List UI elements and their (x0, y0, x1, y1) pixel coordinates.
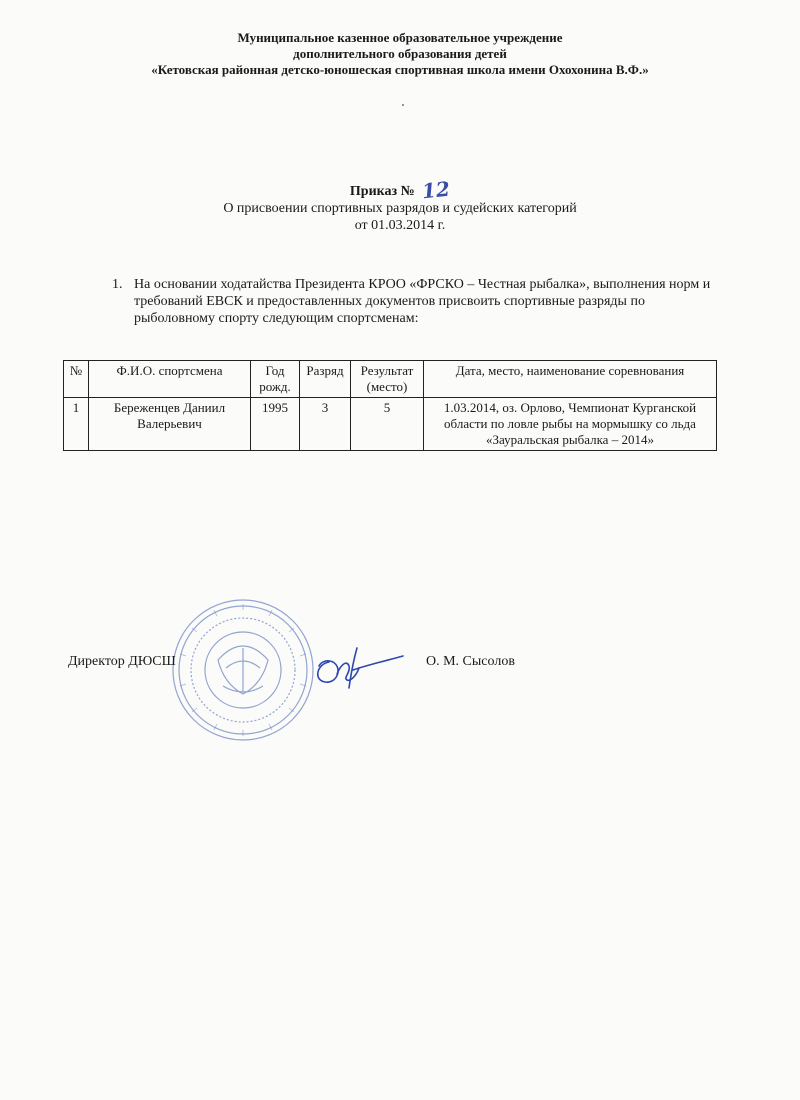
header-line-2: дополнительного образования детей (293, 46, 507, 61)
cell-birth-year: 1995 (251, 398, 300, 451)
cell-rank: 3 (300, 398, 351, 451)
signatory-name: О. М. Сысолов (426, 654, 515, 669)
signature-block (68, 654, 668, 684)
col-athlete-name: Ф.И.О. спортсмена (89, 361, 251, 398)
scan-speck (402, 104, 404, 106)
clause-1 (112, 276, 712, 327)
order-date: от 01.03.2014 г. (354, 218, 446, 233)
col-competition: Дата, место, наименование соревнования (424, 361, 717, 398)
header-line-3: «Кетовская районная детско-юношеская спортивная школа имени Охохонина В.Ф.» (151, 62, 649, 77)
cell-result: 5 (351, 398, 424, 451)
order-number-line (0, 176, 800, 204)
col-number: № (64, 361, 89, 398)
order-number-handwritten: 12 (420, 176, 452, 204)
clause-marker: 1. (112, 277, 123, 292)
signatory-position: Директор ДЮСШ (68, 654, 176, 669)
col-rank: Разряд (300, 361, 351, 398)
col-birth-year: Год рожд. (251, 361, 300, 398)
cell-competition: 1.03.2014, оз. Орлово, Чемпионат Курганской области по ловле рыбы на мормышку со льда «Зауральская рыбалка – 2014» (424, 398, 717, 451)
cell-athlete-name: Береженцев Даниил Валерьевич (89, 398, 251, 451)
order-subject: О присвоении спортивных разрядов и судейских категорий (223, 201, 577, 216)
header-line-1: Муниципальное казенное образовательное учреждение (237, 30, 563, 45)
cell-number: 1 (64, 398, 89, 451)
order-label: Приказ № (349, 184, 415, 199)
order-title (0, 176, 800, 234)
athletes-table (63, 360, 717, 451)
table-header-row (64, 361, 717, 398)
institution-header (0, 30, 800, 78)
col-result: Результат (место) (351, 361, 424, 398)
clause-text: На основании ходатайства Президента КРОО «ФРСКО – Честная рыбалка», выполнения норм и требований ЕВСК и предоставленных документов присвоить спортивные разряды по рыболовному спорту следующим спортсменам: (134, 277, 711, 326)
table-row (64, 398, 717, 451)
